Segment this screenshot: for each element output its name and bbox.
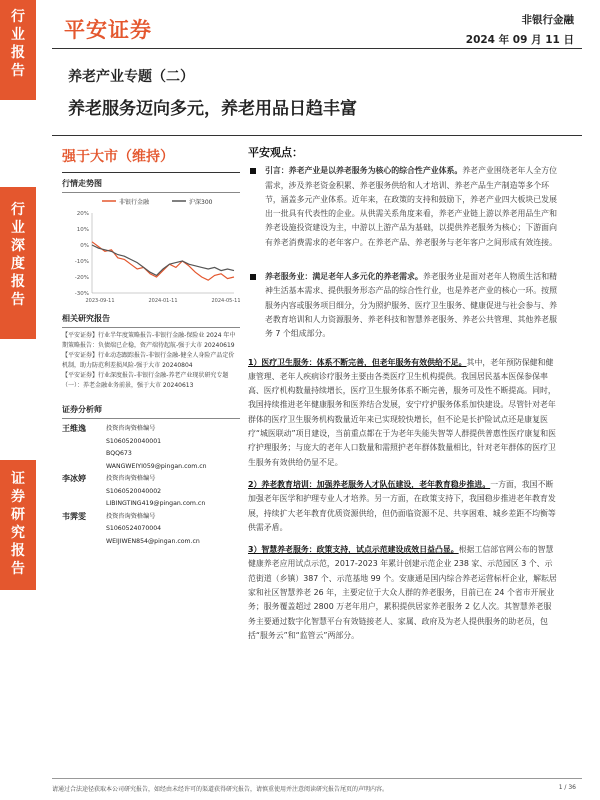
medical-lead: 1）医疗卫生服务：体系不断完善，但老年服务有效供给不足。 xyxy=(248,357,467,367)
service-body: 养老服务业是面对老年人物质生活和精神生活基本需求、提供服务形态产品的综合性行业，也是养老产业的核心一环。按照服务内容或服务项目细分，分为照护服务、医疗卫生服务、健康促进与社会参与、养老教育培训和人力资源服务、养老科技和智慧养老服务、养老公共管理、其他养老服务 7 个组成部分。 xyxy=(265,272,557,339)
sidebar-char: 证 xyxy=(11,471,25,487)
industry-tag: 非银行金融 xyxy=(521,14,574,26)
footer-divider xyxy=(52,778,582,779)
analyst-line: S1060520040001 xyxy=(106,437,162,445)
sidebar-char: 度 xyxy=(11,256,25,272)
service-paragraph xyxy=(248,270,558,341)
y-tick-label: -10% xyxy=(74,259,89,265)
viewpoint-heading: 平安观点： xyxy=(248,146,303,159)
sidebar-char: 业 xyxy=(11,220,25,236)
sidebar-block-depth-report xyxy=(0,187,36,339)
analyst-line: S1060520040002 xyxy=(106,487,162,495)
medical-body: 其中，老年预防保健和健康管理、老年人疾病诊疗服务主要由各类医疗卫生机构提供。我国居民基本医保参保率高、医疗机构数量持续增长，医疗卫生服务体系不断完善，服务可及性不断提高。同时，我国持续推进老年健康服务和医养结合发展，安宁疗护服务体系加快建设。尽管针对老年群体的医疗卫生服务机构数量近年来已实现较快增长，但不论是长护险试点还是康复医疗“城医联动”项目建设，当前重点都在于为老年失能失智等人群提供普惠性医疗康复和医疗护理服务；与庞大的老年人口数量和需照护老年群体数量相比，针对老年群体的医疗卫生服务有效供给仍显不足。 xyxy=(248,357,557,467)
related-reports-list xyxy=(62,331,240,390)
analyst-name: 王维逸 xyxy=(62,424,86,433)
analyst-name: 李冰婷 xyxy=(62,474,86,483)
related-report[interactable]: 【平安证券】行业半年度策略报告-非银行金融-保险业 2024 年中期策略报告：负债端已企稳，资产端待起航-强于大市 20240619 xyxy=(62,332,236,349)
analyst-line: S1060524070004 xyxy=(106,525,162,532)
report-subtitle: 养老产业专题（二） xyxy=(68,69,194,85)
y-tick-label: -30% xyxy=(74,291,89,297)
sidebar-char: 告 xyxy=(11,63,25,79)
sidebar-char: 报 xyxy=(11,45,25,61)
related-report[interactable]: 【平安证券】行业深度报告-非银行金融-养老产业现状研究专题（一）：养老金融业务前景，强于大市 20240613 xyxy=(62,372,229,389)
sidebar-char: 行 xyxy=(11,202,25,218)
analyst-line: 投资咨询资格编号 xyxy=(106,425,156,432)
intro-lead: 引言：养老产业是以养老服务为核心的综合性产业体系。 xyxy=(265,166,463,176)
company-logo: 平安证券 xyxy=(64,18,152,42)
analyst-email[interactable]: WEIJIWEN854@pingan.com.cn xyxy=(106,537,200,545)
page-number: 1 / 36 xyxy=(558,784,576,791)
sidebar-char: 究 xyxy=(11,525,25,541)
analyst-line: 投资咨询资格编号 xyxy=(106,512,156,520)
smart-care-lead: 3）智慧养老服务：政策支持，试点示范建设成效日益凸显。 xyxy=(248,545,459,555)
trend-chart xyxy=(62,193,240,308)
analyst-line: BQQ673 xyxy=(106,450,132,457)
sidebar-char: 券 xyxy=(11,489,25,505)
sidebar-char: 行 xyxy=(11,9,25,25)
analyst-name: 韦霁雯 xyxy=(62,511,86,521)
intro-body: 养老产业围绕老年人全方位需求，涉及养老资金积累、养老服务供给和人才培训、养老产品生产制造等多个环节，涵盖多元产业体系。近年来，在政策的支持和鼓励下，养老产业四大板块已发展出一批具有代表性的企业。从供需关系角度来看，养老产业链上游以养老用品生产和养老设施投资建设为主，中游以上游产品为基础，以提供养老服务为核心；下游面向有养老消费需求的老年客户。在养老产品、养老服务与老年客户之间形成有效连接。 xyxy=(265,166,557,247)
x-tick-label: 2024-01-11 xyxy=(148,298,178,304)
smart-care-paragraph xyxy=(248,543,558,643)
analyst-entry xyxy=(62,511,240,549)
education-body: 一方面，我国不断加强老年医学和护理专业人才培养。另一方面，在政策支持下，我国稳步推进老年教育发展，持续扩大老年教育优质资源供给，但仍面临资源不足、共享困难、城乡差距不均衡等供需矛盾。 xyxy=(248,479,556,532)
analyst-line: 投资咨询资格编号 xyxy=(106,475,156,482)
y-tick-label: 10% xyxy=(76,227,89,233)
analyst-entry xyxy=(62,423,240,473)
analyst-heading: 证券分析师 xyxy=(62,404,240,419)
sidebar-char: 业 xyxy=(11,27,25,43)
y-tick-label: -20% xyxy=(74,275,89,281)
sidebar-char: 报 xyxy=(11,543,25,559)
education-lead: 2）养老教育培训：加强养老服务人才队伍建设，老年教育稳步推进。 xyxy=(248,479,491,489)
smart-care-body: 根据工信部官网公布的智慧健康养老应用试点示范，2017-2023 年累计创建示范企业 238 家、示范园区 3 个、示范街道（乡镇）387 个、示范基地 99 个。安康通是国内综合养老运营标杆企业，解耘居家和社区智慧养老 26 年，主要定位于大众人群的养老服务，目前已在 24 个省市开展业务；服务覆盖超过 2800 万老年用户，累积提供居家养老服务 2 亿人次。其智慧养老服务主要通过数字化智慧平台有效链接老人、家属、政府及为老人提供服务的助老员，包括“服务云”和“监管云”两部分。 xyxy=(248,545,557,640)
sidebar-char: 告 xyxy=(11,561,25,577)
medical-paragraph xyxy=(248,356,558,470)
legend-label: 沪深300 xyxy=(189,199,213,206)
series-line xyxy=(92,242,234,280)
x-tick-label: 2024-05-11 xyxy=(211,298,240,304)
analyst-email[interactable]: LIBINGTING419@pingan.com.cn xyxy=(106,500,206,507)
service-lead: 养老服务业：满足老年人多元化的养老需求。 xyxy=(265,272,423,282)
rating: 强于大市（维持） xyxy=(62,146,240,173)
education-paragraph xyxy=(248,478,558,535)
sidebar-char: 告 xyxy=(11,292,25,308)
sidebar-block-industry-report xyxy=(0,0,36,100)
y-tick-label: 0% xyxy=(80,243,89,249)
footer-disclaimer: 请通过合法途径获取本公司研究报告，如经由未经许可的渠道获得研究报告，请慎重使用并注意阅读研究报告尾页的声明内容。 xyxy=(52,786,389,793)
report-date: 2024 年 09 月 11 日 xyxy=(465,34,574,46)
analyst-email[interactable]: WANGWEIYI059@pingan.com.cn xyxy=(106,462,207,470)
sidebar-char: 报 xyxy=(11,274,25,290)
sidebar-char: 研 xyxy=(11,507,25,523)
title-divider xyxy=(52,135,582,136)
header-divider xyxy=(52,48,582,49)
related-report[interactable]: 【平安证券】行业动态跟踪报告-非银行金融-健全人身险产品定价机制，助力防范利差损风险-强于大市 20240804 xyxy=(62,352,235,369)
right-column xyxy=(248,146,558,643)
sidebar-char: 深 xyxy=(11,238,25,254)
related-reports-heading: 相关研究报告 xyxy=(62,313,240,328)
trend-chart-svg xyxy=(62,193,240,308)
analyst-entry xyxy=(62,473,240,511)
legend-label: 非银行金融 xyxy=(119,199,150,206)
y-tick-label: 20% xyxy=(76,211,89,217)
x-tick-label: 2023-09-11 xyxy=(85,298,115,304)
left-column xyxy=(62,146,240,548)
sidebar-block-research-report xyxy=(0,460,36,590)
trend-heading: 行情走势图 xyxy=(62,178,240,193)
intro-paragraph xyxy=(248,164,558,250)
report-title: 养老服务迈向多元，养老用品日趋丰富 xyxy=(68,99,357,119)
